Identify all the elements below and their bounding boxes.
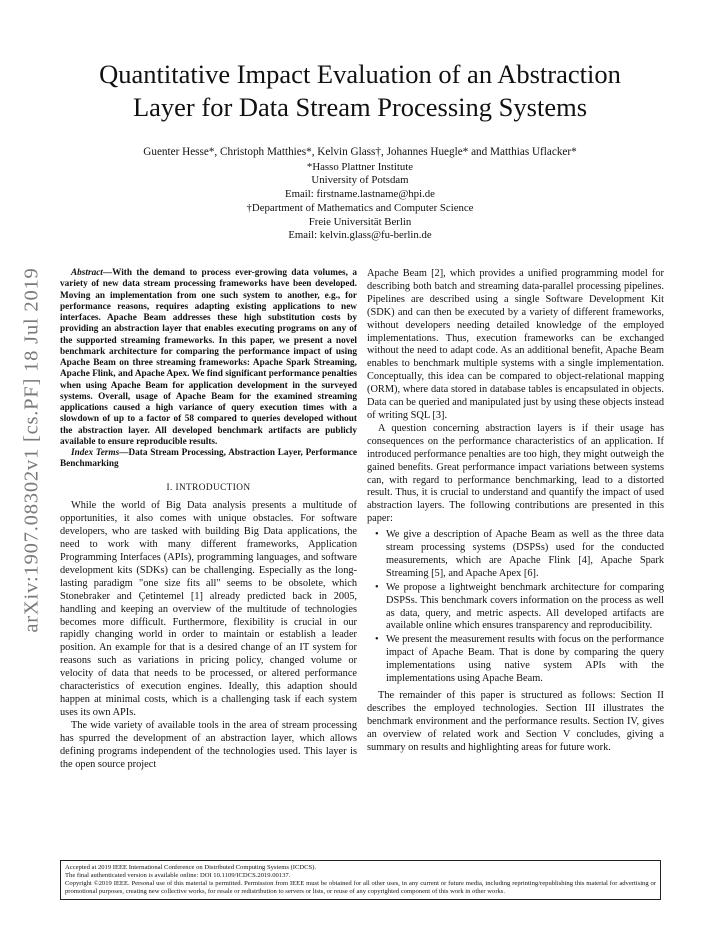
index-terms-text: —Data Stream Processing, Abstraction Layer, Performance Benchmarking — [60, 448, 357, 470]
list-item: • We present the measurement results with focus on the performance impact of Apache Beam. That is done by comparing the query implementations using native system APIs with the implementations using Apache Beam. — [386, 634, 664, 686]
affiliation-2-university: Freie Universität Berlin — [308, 215, 412, 228]
footer-line-2: The final authenticated version is available online: DOI 10.1109/ICDCS.2019.00137. — [65, 871, 291, 879]
left-column — [60, 268, 357, 771]
title-line-1: Quantitative Impact Evaluation of an Abstraction — [99, 59, 621, 89]
author-names: Guenter Hesse*, Christoph Matthies*, Kelvin Glass†, Johannes Huegle* and Matthias Uflacker* — [143, 146, 577, 158]
affiliation-2-email: Email: kelvin.glass@fu-berlin.de — [288, 229, 432, 242]
list-item: • We propose a lightweight benchmark architecture for comparing DSPSs. This benchmark covers information on the process as well as data, query, and metric aspects. All developed artifacts are available online which ensures transparency and reproducibility. — [386, 582, 664, 634]
affiliation-2-department: †Department of Mathematics and Computer Science — [246, 201, 474, 214]
index-terms — [60, 448, 357, 471]
intro-paragraph-1: While the world of Big Data analysis presents a multitude of opportunities, it also comes with unique obstacles. For software developers, who are tasked with building Big Data applications, the need to work with many different frameworks, Application Programming Interfaces (APIs), programming languages, and software development kits (SDKs) can be challenging. Especially as the long-lasting paradigm "one size fits all" seems to be obsolete, which Stonebraker and Çetintemel [1] already predicted back in 2005, handling and keeping an overview of the multitude of technologies becomes more difficult. Furthermore, flexibility is crucial in our rapidly changing world in order to maintain or establish a leader position. An example for that is a desired change of an IT system for reasons such as variations in pricing policy, changed volume or velocity of data that needs to be processed, or altered performance characteristics of execution engines. Ideally, this adaption should happen at minimal costs, which is a challenging task if each system uses its own APIs. — [60, 500, 357, 718]
right-paragraph-3: The remainder of this paper is structured as follows: Section II describes the employed technologies. Section III illustrates the benchmark environment and the performance results. Section IV, gives an overview of related work and Section V concludes, giving a summary on results and highlighting areas for future work. — [367, 690, 664, 753]
list-item: • We give a description of Apache Beam as well as the three data stream processing systems (DSPSs) used for the conducted measurements, which are Apache Flink [4], Apache Spark Streaming [5], and Apache Apex [6]. — [386, 529, 664, 581]
right-paragraph-2: A question concerning abstraction layers is if their usage has consequences on the performance characteristics of an application. If introduced performance penalties are too high, they might outweigh the gained benefits. Great performance impact variations between systems can, with regard to performance benchmarking, lead to a distorted result. Thus, it is crucial to understand and quantify the impact of used abstraction layers. The following contributions are presented in this paper: — [367, 422, 664, 525]
copyright-notice — [60, 860, 661, 900]
footer-line-1: Accepted at 2019 IEEE International Conference on Distributed Computing Systems (ICDCS). — [65, 864, 317, 871]
affiliation-1-university: University of Potsdam — [311, 174, 409, 187]
arxiv-watermark — [11, 260, 53, 640]
right-paragraph-1: Apache Beam [2], which provides a unified programming model for describing both batch and streaming data-parallel processing pipelines. Pipelines are described using a single Software Development Kit (SDK) and can then be executed by a variety of different frameworks, without developers needing detailed knowledge of the employed implementations. Thus, execution frameworks can be exchanged without the need to adapt code. As an additional benefit, Apache Beam enables to benchmark multiple systems with a single implementation. Conceptually, this idea can be compared to object-relational mapping (ORM), where data stored in database tables is encapsulated in objects. Data can be queried and manipulated just by using these objects instead of writing SQL [3]. — [367, 268, 664, 421]
affiliation-1-email: Email: firstname.lastname@hpi.de — [285, 188, 435, 201]
author-block — [60, 146, 660, 243]
contribution-list — [367, 529, 664, 686]
index-terms-label: Index Terms — [71, 448, 120, 458]
right-column — [367, 268, 664, 755]
abstract-label: Abstract— — [71, 268, 113, 278]
arxiv-id: arXiv:1907.08302v1 [cs.PF] 18 Jul 2019 — [20, 267, 43, 633]
section-heading-introduction: I. INTRODUCTION — [166, 482, 251, 493]
title-line-2: Layer for Data Stream Processing Systems — [132, 92, 588, 122]
paper-title — [60, 58, 660, 124]
abstract — [60, 268, 357, 448]
abstract-text: With the demand to process ever-growing data volumes, a variety of new data stream processing frameworks have been developed. Moving an implementation from one such system to another, e.g., for performance reasons, requires adapting existing applications to new interfaces. Apache Beam addresses these high substitution costs by providing an abstraction layer that enables executing programs on any of the supported streaming frameworks. In this paper, we present a novel benchmark architecture for comparing the performance impact of using Apache Beam on three streaming frameworks: Apache Spark Streaming, Apache Flink, and Apache Apex. We find significant performance penalties when using Apache Beam for application development in the surveyed systems. Overall, usage of Apache Beam for the examined streaming applications caused a high variance of query execution times with a slowdown of up to a factor of 58 compared to queries developed without the abstraction layer. All developed benchmark artifacts are publicly available to ensure reproducible results. — [60, 268, 357, 447]
footer-line-3: Copyright ©2019 IEEE. Personal use of this material is permitted. Permission from IEEE must be obtained for all other uses, in any current or future media, including reprinting/republishing this material for advertising or promotional purposes, creating new collective works, for resale or redistribution to servers or lists, or reuse of any copyrighted component of this work in other works. — [65, 879, 656, 895]
affiliation-1-name: *Hasso Plattner Institute — [306, 160, 414, 173]
intro-paragraph-2: The wide variety of available tools in the area of stream processing has spurred the development of an abstraction layer, which allows defining programs independent of the technologies used. This layer is the open source project — [60, 719, 357, 770]
